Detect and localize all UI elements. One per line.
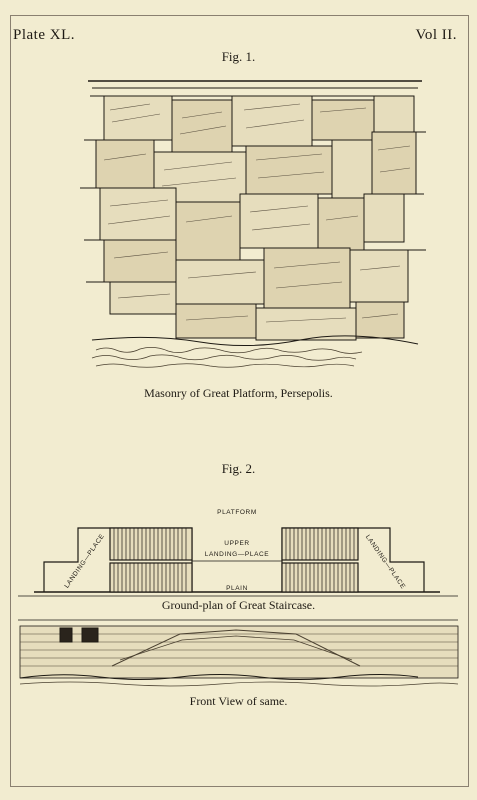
- masonry-wall-illustration: [80, 81, 426, 367]
- plan-label-upper: UPPER: [224, 540, 250, 547]
- figure-1-label: Fig. 1.: [221, 49, 256, 64]
- volume-number: Vol II.: [415, 27, 457, 43]
- plan-label-platform: PLATFORM: [217, 509, 257, 516]
- plan-label-landing-right: LANDING—PLACE: [363, 533, 407, 591]
- staircase-front-view: [20, 626, 458, 686]
- staircase-ground-plan: [34, 528, 440, 592]
- figure-1-caption: Masonry of Great Platform, Persepolis.: [144, 386, 333, 400]
- plan-label-landing-left: LANDING—PLACE: [63, 532, 107, 590]
- ground-plan-caption: Ground-plan of Great Staircase.: [161, 598, 316, 612]
- front-view-caption: Front View of same.: [189, 694, 288, 708]
- figure-2-label: Fig. 2.: [221, 461, 256, 476]
- plan-label-landing-center: LANDING—PLACE: [204, 551, 270, 558]
- plan-label-plain: PLAIN: [226, 585, 248, 592]
- plate-number: Plate XL.: [13, 27, 75, 43]
